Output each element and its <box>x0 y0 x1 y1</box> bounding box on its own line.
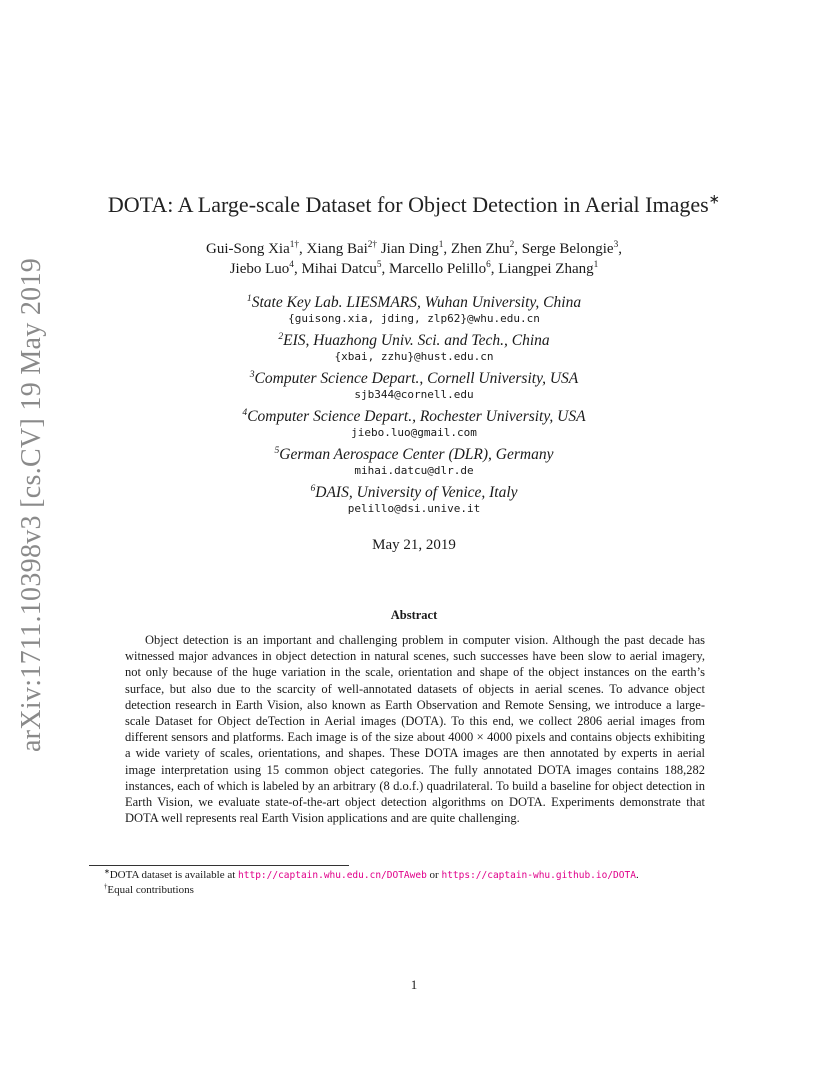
affiliation-5 <box>60 446 768 477</box>
affiliation-number: 2 <box>278 330 284 342</box>
author-name: Jiebo Luo <box>229 261 290 277</box>
affiliation-email: mihai.datcu@dlr.de <box>354 464 474 477</box>
footnote-text: Equal contributions <box>107 884 194 896</box>
author-sup: 6 <box>486 260 491 270</box>
author-sup: 1 <box>593 260 599 270</box>
affiliation-name-text: Computer Science Depart., Cornell University, USA <box>254 370 579 387</box>
footnote-mark: ∗ <box>104 868 110 876</box>
title-footnote-mark: ∗ <box>708 191 721 207</box>
affiliation-email: {xbai, zzhu}@hust.edu.cn <box>334 350 494 363</box>
author-line-2 <box>60 259 768 279</box>
affiliation-name <box>60 484 768 502</box>
affiliation-name-text: EIS, Huazhong Univ. Sci. and Tech., China <box>283 332 550 349</box>
author-list <box>60 239 768 279</box>
author-sep: , <box>381 261 390 277</box>
author-sup: 1 <box>438 240 444 250</box>
affiliation-number: 4 <box>242 406 248 418</box>
author-sup: 5 <box>376 260 382 270</box>
affiliation-name <box>60 294 768 312</box>
arxiv-stamp-text: arXiv:1711.10398v3 [cs.CV] 19 May 2019 <box>16 257 47 753</box>
dota-web-link[interactable]: http://captain.whu.edu.cn/DOTAweb <box>238 870 427 881</box>
page-number: 1 <box>410 977 418 992</box>
affiliation-number: 5 <box>274 444 280 456</box>
author-sup: 3 <box>613 240 619 250</box>
author-name: Gui-Song Xia <box>205 241 290 257</box>
footnote-text: . <box>635 869 639 881</box>
arxiv-stamp <box>2 257 62 753</box>
author-sep: , <box>299 241 307 257</box>
affiliation-6 <box>60 484 768 515</box>
footnote-text: or <box>426 869 442 881</box>
author-name: Jian Ding <box>380 241 439 257</box>
author-name: Xiang Bai <box>306 241 368 257</box>
affiliation-4 <box>60 408 768 439</box>
affiliation-name-text: DAIS, University of Venice, Italy <box>315 484 518 501</box>
author-name: Zhen Zhu <box>450 241 510 257</box>
affiliation-name-text: German Aerospace Center (DLR), Germany <box>279 446 554 463</box>
author-sep: , <box>514 241 522 257</box>
author-sep: , <box>490 261 499 277</box>
dota-github-link[interactable]: https://captain-whu.github.io/DOTA <box>441 870 636 881</box>
affiliation-name-text: Computer Science Depart., Rochester University, USA <box>247 408 586 425</box>
abstract-heading: Abstract <box>390 608 438 622</box>
paper-date: May 21, 2019 <box>372 537 456 553</box>
affiliation-name <box>60 408 768 426</box>
affiliation-email: {guisong.xia, jding, zlp62}@whu.edu.cn <box>288 312 540 325</box>
paper-title-text: DOTA: A Large-scale Dataset for Object Detection in Aerial Images <box>107 192 709 217</box>
affiliation-name <box>60 332 768 350</box>
footnote-text: DOTA dataset is available at <box>109 869 239 881</box>
affiliation-name-text: State Key Lab. LIESMARS, Wuhan University, China <box>251 294 582 311</box>
affiliation-name <box>60 370 768 388</box>
affiliation-number: 3 <box>249 368 255 380</box>
author-sup: 2 <box>509 240 515 250</box>
author-name: Serge Belongie <box>521 241 614 257</box>
footnote-1 <box>104 869 639 881</box>
author-sup: 2† <box>367 240 378 250</box>
affiliation-1 <box>60 294 768 325</box>
affiliation-2 <box>60 332 768 363</box>
affiliation-email: pelillo@dsi.unive.it <box>347 502 481 515</box>
affiliation-name <box>60 446 768 464</box>
footnote-rule <box>89 865 349 866</box>
author-sup: 4 <box>289 260 294 270</box>
author-sep: , <box>293 261 302 277</box>
affiliation-email: sjb344@cornell.edu <box>354 388 474 401</box>
paper-title <box>60 192 768 218</box>
abstract-body: Object detection is an important and challenging problem in computer vision. Although the past decade has witnessed major advances in object detection in natural scenes, such successes have been slow to aerial imagery, not only because of the huge variation in the scale, orientation and shape of the object instances on the earth’s surface, but also due to the scarcity of well-annotated datasets of objects in aerial scenes. To advance object detection research in Earth Vision, also known as Earth Observation and Remote Sensing, we introduce a large-scale Dataset for Object deTection in Aerial images (DOTA). To this end, we collect 2806 aerial images from different sensors and platforms. Each image is of the size about 4000 × 4000 pixels and contains objects exhibiting a wide variety of scales, orientations, and shapes. These DOTA images are then annotated by experts in aerial image interpretation using 15 common object categories. The fully annotated DOTA images contains 188,282 instances, each of which is labeled by an arbitrary (8 d.o.f.) quadrilateral. To build a baseline for object detection in Earth Vision, we evaluate state-of-the-art object detection algorithms on DOTA. Experiments demonstrate that DOTA well represents real Earth Vision applications and are quite challenging. <box>125 633 705 826</box>
affiliation-number: 1 <box>246 292 252 304</box>
author-line-1 <box>60 239 768 259</box>
author-name: Marcello Pelillo <box>389 261 487 277</box>
author-sep: , <box>443 241 451 257</box>
author-name: Mihai Datcu <box>301 261 377 277</box>
footnote-2 <box>104 884 194 896</box>
footnote-mark: † <box>104 883 108 891</box>
author-sup: 1† <box>289 240 300 250</box>
affiliation-email: jiebo.luo@gmail.com <box>351 426 477 439</box>
author-sep: , <box>618 241 622 257</box>
affiliation-3 <box>60 370 768 401</box>
affiliation-number: 6 <box>310 482 316 494</box>
author-name: Liangpei Zhang <box>498 261 594 277</box>
